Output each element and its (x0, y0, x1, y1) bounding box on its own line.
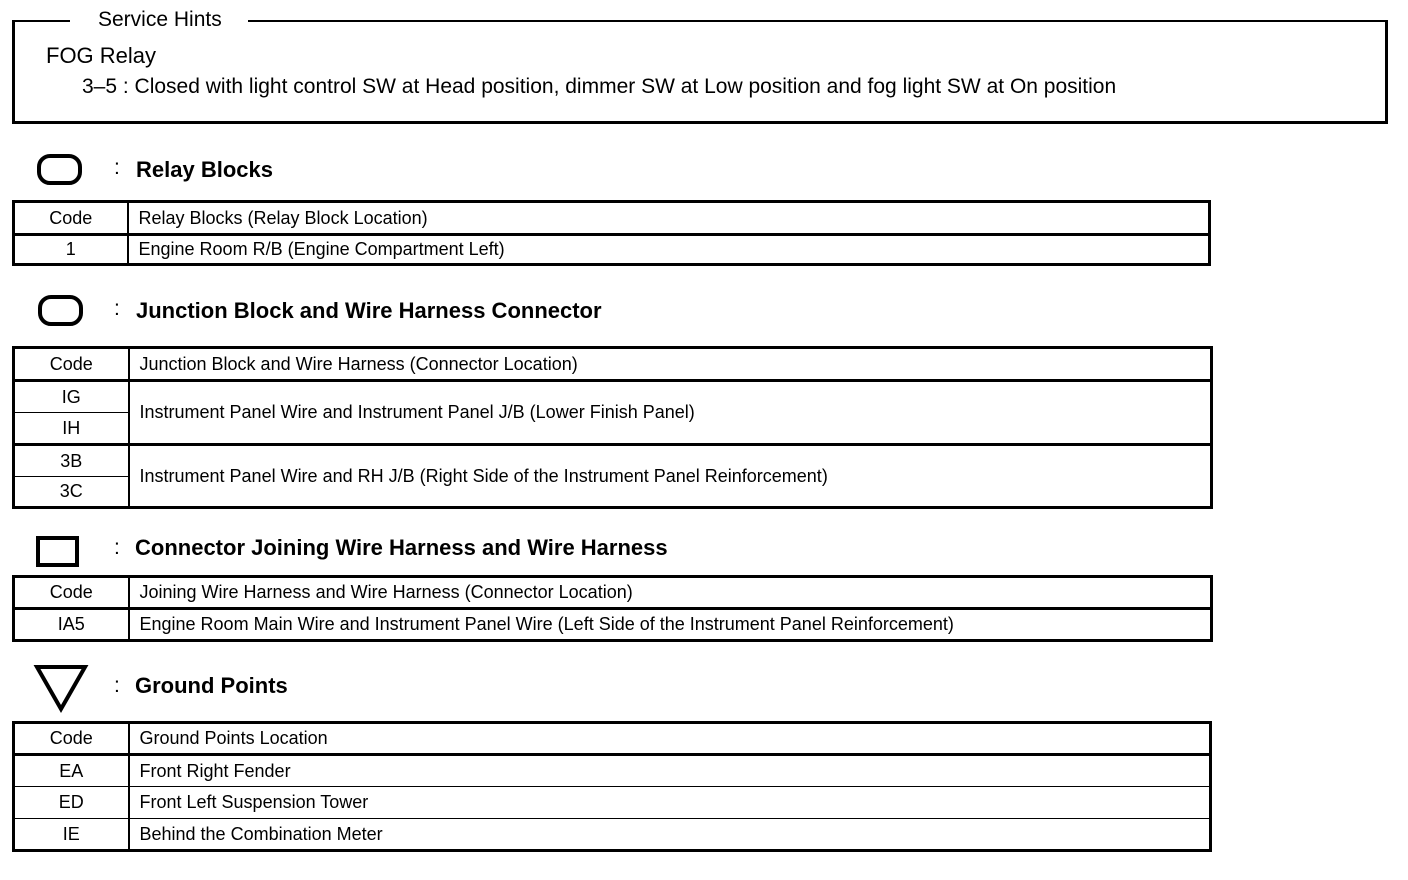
service-hints-box (12, 20, 1388, 124)
code-cell: 3C (14, 477, 129, 508)
code-cell: 3B (14, 445, 129, 477)
table-header-row (14, 202, 1210, 235)
junction-blocks-table (12, 346, 1213, 509)
code-cell: IH (14, 413, 129, 445)
location-header: Joining Wire Harness and Wire Harness (Connector Location) (129, 577, 1212, 609)
code-cell: IE (14, 819, 129, 851)
location-cell: Front Right Fender (129, 755, 1211, 787)
junction-colon: : (114, 297, 120, 320)
location-cell: Engine Room Main Wire and Instrument Panel Wire (Left Side of the Instrument Panel Reinforcement) (129, 609, 1212, 641)
location-cell: Behind the Combination Meter (129, 819, 1211, 851)
location-cell: Instrument Panel Wire and RH J/B (Right Side of the Instrument Panel Reinforcement) (129, 445, 1212, 508)
code-header: Code (14, 577, 129, 609)
table-row (14, 235, 1210, 265)
relay-block-icon (36, 153, 84, 187)
code-cell: IG (14, 381, 129, 413)
relay-blocks-colon: : (114, 156, 120, 179)
table-header-row (14, 577, 1212, 609)
code-header: Code (14, 723, 129, 755)
code-cell: ED (14, 787, 129, 819)
table-row (14, 381, 1212, 413)
junction-block-icon (37, 294, 85, 328)
code-header: Code (14, 202, 128, 235)
junction-title: Junction Block and Wire Harness Connector (136, 298, 602, 323)
ground-points-table (12, 721, 1212, 852)
ground-title: Ground Points (135, 673, 288, 698)
ground-colon: : (114, 674, 120, 697)
code-cell: EA (14, 755, 129, 787)
code-cell: 1 (14, 235, 128, 265)
connector-title: Connector Joining Wire Harness and Wire Harness (135, 535, 668, 560)
location-header: Relay Blocks (Relay Block Location) (128, 202, 1210, 235)
location-cell: Engine Room R/B (Engine Compartment Left) (128, 235, 1210, 265)
ground-point-icon (33, 664, 91, 714)
connector-colon: : (114, 536, 120, 559)
location-cell: Instrument Panel Wire and Instrument Panel J/B (Lower Finish Panel) (129, 381, 1212, 445)
location-header: Junction Block and Wire Harness (Connector Location) (129, 348, 1212, 381)
relay-blocks-table (12, 200, 1211, 266)
location-header: Ground Points Location (129, 723, 1211, 755)
location-cell: Front Left Suspension Tower (129, 787, 1211, 819)
code-header: Code (14, 348, 129, 381)
fog-relay-subheading: FOG Relay (46, 43, 157, 68)
code-cell: IA5 (14, 609, 129, 641)
relay-blocks-title: Relay Blocks (136, 157, 273, 182)
table-row (14, 787, 1211, 819)
connectors-table (12, 575, 1213, 642)
connector-icon (35, 535, 81, 569)
table-row (14, 819, 1211, 851)
table-header-row (14, 723, 1211, 755)
table-row (14, 445, 1212, 477)
service-hints-heading: Service Hints (70, 6, 248, 34)
fog-relay-hint-text: 3–5 : Closed with light control SW at Head position, dimmer SW at Low position and fog light SW at On position (82, 75, 1117, 98)
table-row (14, 755, 1211, 787)
table-header-row (14, 348, 1212, 381)
table-row (14, 609, 1212, 641)
